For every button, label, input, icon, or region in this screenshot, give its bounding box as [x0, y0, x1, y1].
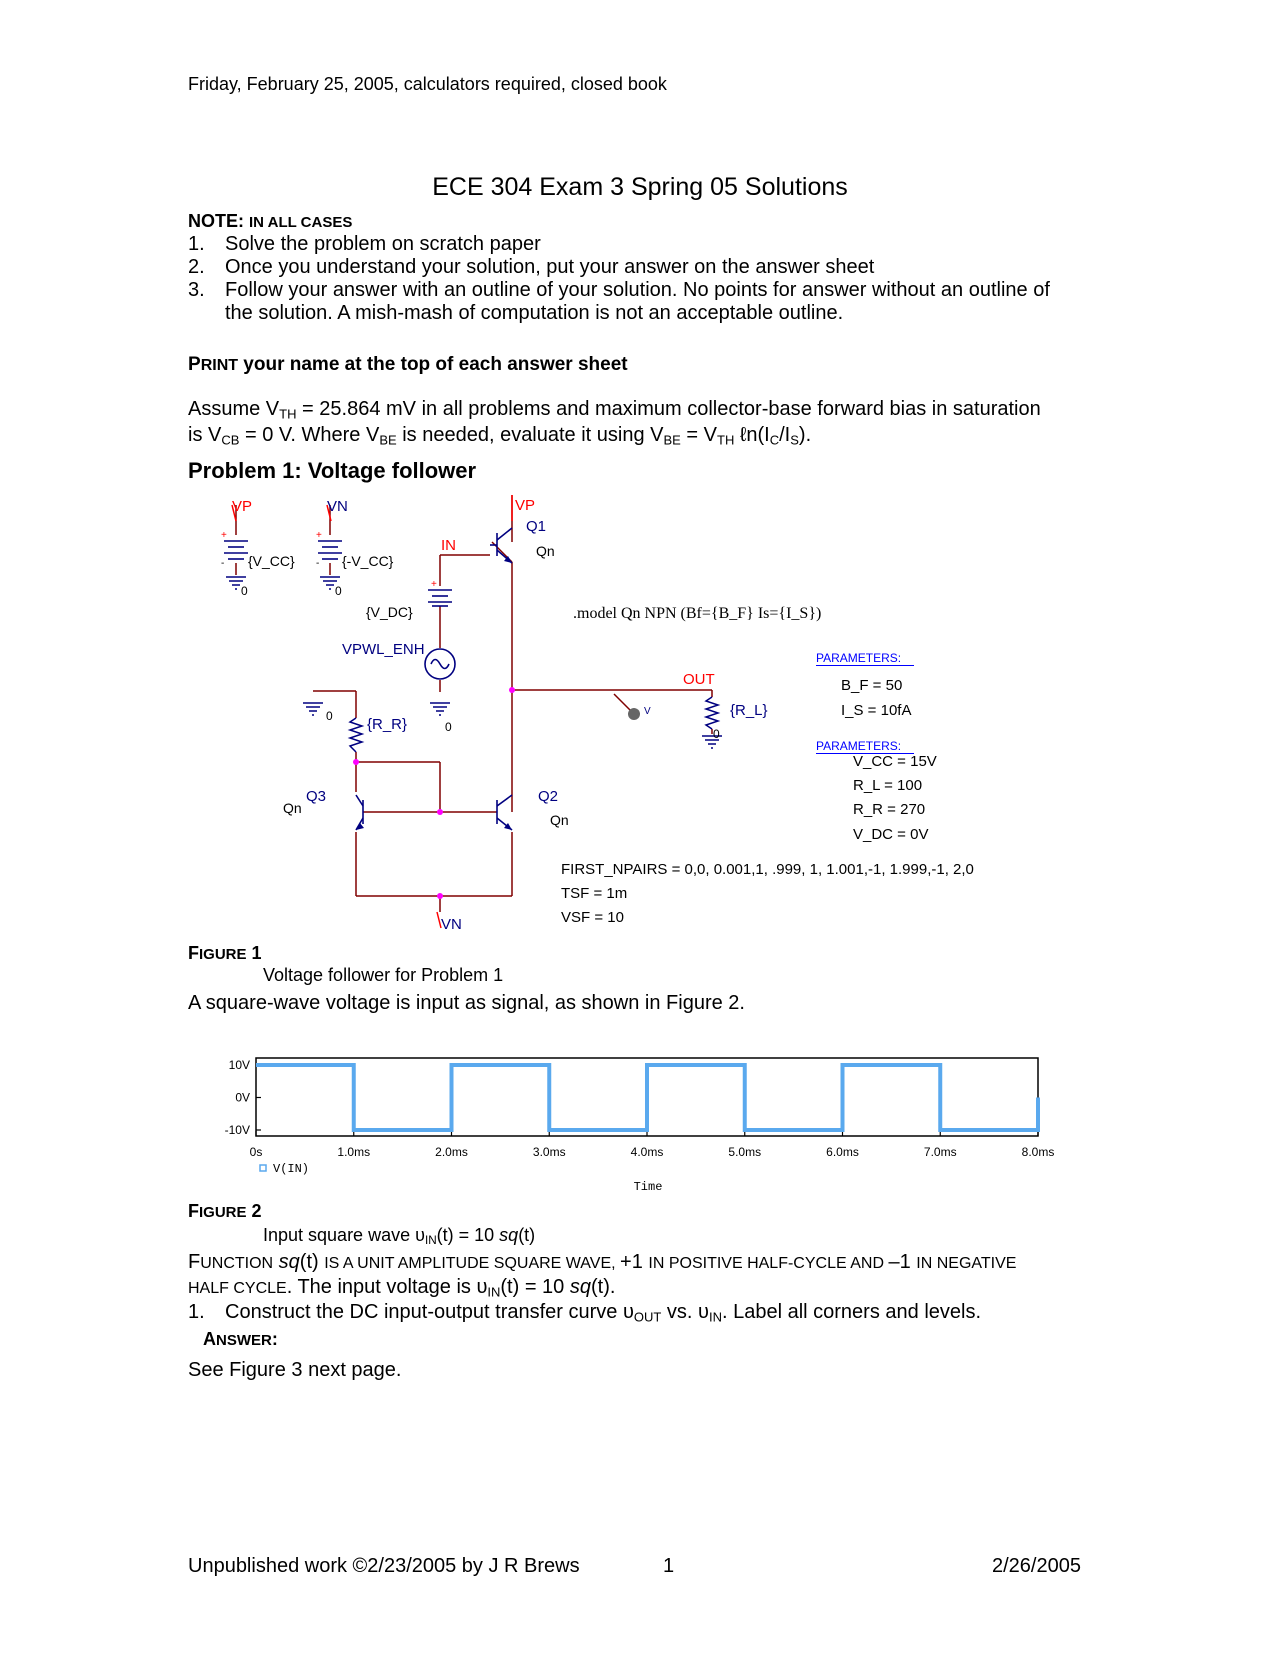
plus-mark: +: [221, 530, 227, 541]
vdc-source-label: {V_DC}: [366, 604, 413, 620]
x-tick-label: 5.0ms: [728, 1145, 762, 1159]
function-definition-line-1: FUNCTION sq(t) IS A UNIT AMPLITUDE SQUARE WAVE, +1 IN POSITIVE HALF-CYCLE AND –1 IN NEGATIVE: [188, 1251, 1017, 1273]
in-node-label: IN: [441, 537, 456, 554]
vn-bottom-label: VN: [441, 916, 462, 933]
question-1: 1. Construct the DC input-output transfer curve $\upsilon_{OUT}$ vs. $\upsilon_{IN}$. Label all corners and levels.: [188, 1301, 982, 1325]
note-item: the solution. A mish-mash of computation is not an acceptable outline.: [225, 302, 844, 324]
vcc-source-label: {V_CC}: [248, 553, 295, 569]
model-statement: .model Qn NPN (Bf={B_F} Is={I_S}): [573, 605, 822, 622]
q3-model-label: Qn: [283, 800, 302, 816]
square-wave-sentence: A square-wave voltage is input as signal, as shown in Figure 2.: [188, 992, 745, 1014]
param-i-s: I_S = 10fA: [841, 702, 912, 719]
plus-mark: +: [316, 530, 322, 541]
pwl-vsf: VSF = 10: [561, 909, 624, 926]
x-axis-label: Time: [633, 1180, 663, 1194]
rr-resistor-label: {R_R}: [367, 716, 408, 733]
figure-1-label: FIGURE 1: [188, 943, 262, 963]
x-tick-label: 3.0ms: [532, 1145, 566, 1159]
vn-left-label: VN: [327, 498, 348, 515]
v-in-trace: [256, 1065, 1038, 1130]
q1-model-label: Qn: [536, 543, 555, 559]
q1-label: Q1: [526, 518, 547, 535]
assumption-line-2: is $V_{CB} = 0$ V. Where $V_{BE}$ is needed, evaluate it using $V_{BE} = V_{TH}$ $\ell n(I_C/I_S)$.: [188, 424, 812, 448]
note-label: NOTE:: [188, 211, 244, 231]
ground-label: 0: [445, 720, 452, 734]
y-tick-label: -10V: [224, 1123, 250, 1137]
voltage-probe-label: V: [644, 706, 651, 717]
param-r-l: R_L = 100: [853, 777, 923, 794]
x-tick-label: 1.0ms: [337, 1145, 371, 1159]
exam-date-line: Friday, February 25, 2005, calculators required, closed book: [188, 74, 667, 94]
plus-mark: +: [431, 579, 437, 590]
neg-vcc-source-label: {-V_CC}: [342, 553, 394, 569]
legend-v-in: V(IN): [273, 1162, 310, 1176]
y-tick-label: 0V: [235, 1090, 250, 1105]
footer-copyright: Unpublished work ©2/23/2005 by J R Brews: [188, 1555, 580, 1577]
x-tick-label: 8.0ms: [1021, 1145, 1055, 1159]
page-title: ECE 304 Exam 3 Spring 05 Solutions: [432, 173, 848, 201]
param-v-cc: V_CC = 15V: [853, 753, 937, 770]
minus-mark: -: [316, 558, 320, 569]
answer-text: See Figure 3 next page.: [188, 1359, 402, 1381]
ground-label: 0: [241, 584, 248, 598]
vp-top-label: VP: [515, 497, 536, 514]
x-tick-label: 4.0ms: [630, 1145, 664, 1159]
q2-model-label: Qn: [550, 812, 569, 828]
ground-label: 0: [713, 727, 720, 741]
q2-label: Q2: [538, 788, 559, 805]
problem-1-heading: Problem 1: Voltage follower: [188, 458, 477, 483]
note-item: 2. Once you understand your solution, put your answer on the answer sheet: [188, 256, 875, 278]
param-r-r: R_R = 270: [853, 801, 926, 818]
param-b-f: B_F = 50: [841, 677, 903, 694]
param-v-dc: V_DC = 0V: [853, 826, 929, 843]
note-item: 1. Solve the problem on scratch paper: [188, 233, 541, 255]
q3-label: Q3: [306, 788, 327, 805]
note-label-sc: IN ALL CASES: [249, 214, 353, 231]
footer-page-number: 1: [663, 1555, 675, 1577]
pwl-first-npairs: FIRST_NPAIRS = 0,0, 0.001,1, .999, 1, 1.001,-1, 1.999,-1, 2,0: [561, 861, 974, 878]
assumption-line-1: Assume $V_{TH} = 25.864$ mV in all problems and maximum collector-base forward bias in saturation: [188, 398, 1041, 422]
figure-2-label: FIGURE 2: [188, 1201, 262, 1221]
ground-label: 0: [326, 709, 333, 723]
figure-1-caption: Voltage follower for Problem 1: [263, 965, 504, 985]
pwl-tsf: TSF = 1m: [561, 885, 628, 902]
print-name-instruction: PRINT your name at the top of each answer sheet: [188, 354, 628, 375]
vp-left-label: VP: [232, 498, 253, 515]
vpwl-source-label: VPWL_ENH: [342, 641, 425, 658]
y-tick-label: 10V: [228, 1058, 250, 1072]
x-tick-label: 2.0ms: [435, 1145, 468, 1159]
minus-mark: -: [221, 558, 225, 569]
figure-2-caption: Input square wave $\upsilon_{IN}(t) = 10$ sq(t): [263, 1225, 536, 1247]
rl-resistor-label: {R_L}: [730, 702, 768, 719]
out-node-label: OUT: [683, 671, 715, 688]
note-item: 3. Follow your answer with an outline of your solution. No points for answer without an outline of: [188, 279, 1050, 301]
x-tick-label: 7.0ms: [923, 1145, 957, 1159]
function-definition-line-2: HALF CYCLE. The input voltage is $\upsilon_{IN}(t) = 10$ sq(t).: [188, 1276, 616, 1300]
ground-label: 0: [335, 584, 342, 598]
legend-marker: [260, 1165, 266, 1171]
x-tick-label: 0s: [249, 1145, 263, 1159]
parameters-block-2-title: PARAMETERS:: [816, 739, 914, 754]
parameters-block-1-title: PARAMETERS:: [816, 651, 914, 666]
x-tick-label: 6.0ms: [826, 1145, 859, 1159]
answer-label: ANSWER:: [203, 1329, 278, 1349]
footer-date: 2/26/2005: [992, 1555, 1081, 1577]
